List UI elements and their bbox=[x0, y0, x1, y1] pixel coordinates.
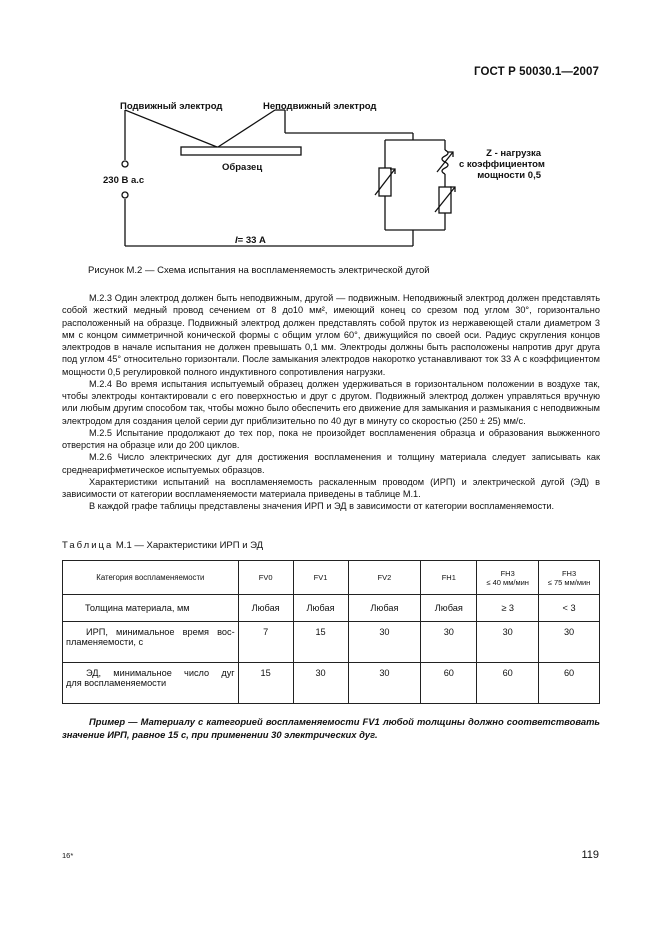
paragraph: В каждой графе таблицы представлены значения ИРП и ЭД в зависимости от категории воспламеняемости. bbox=[89, 501, 555, 512]
table-row bbox=[63, 595, 600, 622]
table-caption bbox=[62, 540, 263, 551]
table-cell: 30 bbox=[421, 622, 477, 663]
footer-sheet-mark: 16* bbox=[62, 851, 74, 860]
movable-electrode-label: Подвижный электрод bbox=[120, 101, 223, 112]
body-text bbox=[62, 292, 600, 513]
header-cell: FV0 bbox=[238, 561, 293, 595]
table-cell: 30 bbox=[539, 622, 600, 663]
row-label: ЭД, минимальное число дуг для воспламеняемости bbox=[63, 663, 239, 704]
paragraph: М.2.3 Один электрод должен быть неподвижным, другой — подвижным. Неподвижный электрод должен представлять собой жесткий медный провод сечением от 8 до10 мм², имеющий конец со срезом под углом 30°, горизонтально расположенный на образце. Подвижный электрод должен представлять собой пруток из нержавеющей стали диаметром 3 мм с концом симметричной конической формы с общим углом 60°, движущийся по своей оси. Радиус скругления концов электродов в начале испытания не должен превышать 0,1 мм. Электроды должны быть расположены напротив друг друга под углом 45° относительно горизонтали. После замыкания электродов накоротко устанавливают ток 33 А с коэффициентом мощности 0,5 регулировкой полного индуктивного сопротивления нагрузки. bbox=[62, 293, 600, 377]
header-cell: FH3 ≤ 40 мм/мин bbox=[477, 561, 539, 595]
row-label: Толщина материала, мм bbox=[63, 595, 239, 622]
movable-electrode bbox=[125, 110, 217, 147]
example-note: Пример — Материалу с категорией воспламеняемости FV1 любой толщины должно соответствовать значение ИРП, равное 15 с, при применении 30 электрических дуг. bbox=[62, 716, 600, 740]
table-cell: Любая bbox=[348, 595, 421, 622]
header-cell: FH1 bbox=[421, 561, 477, 595]
figure-caption: Рисунок М.2 — Схема испытания на воспламеняемость электрической дугой bbox=[88, 265, 430, 276]
table-cell: 15 bbox=[238, 663, 293, 704]
table-cell: Любая bbox=[293, 595, 348, 622]
table-header-row bbox=[63, 561, 600, 595]
table-cell: 60 bbox=[539, 663, 600, 704]
current-label bbox=[235, 235, 266, 246]
paragraph: М.2.5 Испытание продолжают до тех пор, пока не произойдет воспламенения образца и образования выжженного отверстия на образце или до 200 циклов. bbox=[62, 427, 600, 450]
fixed-electrode-label: Неподвижный электрод bbox=[263, 101, 377, 112]
table-cell: 7 bbox=[238, 622, 293, 663]
row-label: ИРП, минимальное время вос- пламеняемости, с bbox=[63, 622, 239, 663]
fixed-electrode bbox=[218, 110, 275, 147]
header-cell: FH3 ≤ 75 мм/мин bbox=[539, 561, 600, 595]
table-cell: 15 bbox=[293, 622, 348, 663]
table-cell: Любая bbox=[421, 595, 477, 622]
table-cell: Любая bbox=[238, 595, 293, 622]
table-cell: 60 bbox=[421, 663, 477, 704]
header-cell: FV2 bbox=[348, 561, 421, 595]
terminal-bottom bbox=[122, 192, 128, 198]
table-caption-word: Таблица bbox=[62, 540, 114, 551]
load-label-line2: с коэффициентом bbox=[459, 159, 545, 170]
document-code: ГОСТ Р 50030.1—2007 bbox=[474, 66, 599, 78]
table-cell: ≥ 3 bbox=[477, 595, 539, 622]
table-cell: < 3 bbox=[539, 595, 600, 622]
table-cell: 30 bbox=[348, 622, 421, 663]
table-cell: 30 bbox=[293, 663, 348, 704]
paragraph: М.2.6 Число электрических дуг для достижения воспламенения и толщину материала следует записывать как среднеарифметическое испытуемых образцов. bbox=[62, 452, 600, 475]
current-symbol: I bbox=[235, 235, 238, 246]
load-label-line3: мощности 0,5 bbox=[477, 170, 541, 181]
header-cell: FV1 bbox=[293, 561, 348, 595]
page-number: 119 bbox=[581, 849, 599, 861]
test-circuit-diagram bbox=[95, 92, 555, 262]
voltage-label: 230 В а.с bbox=[103, 175, 145, 186]
table-row bbox=[63, 622, 600, 663]
load-label-line1: Z - нагрузка bbox=[486, 148, 541, 159]
table-cell: 30 bbox=[348, 663, 421, 704]
table-cell: 30 bbox=[477, 622, 539, 663]
table-row bbox=[63, 663, 600, 704]
sample-plate bbox=[181, 147, 301, 155]
paragraph: Характеристики испытаний на воспламеняемость раскаленным проводом (ИРП) и электрической дугой (ЭД) в зависимости от категории воспламеняемости материала приведены в таблице М.1. bbox=[62, 476, 600, 499]
terminal-top bbox=[122, 161, 128, 167]
current-value: = 33 А bbox=[237, 235, 266, 246]
table-cell: 60 bbox=[477, 663, 539, 704]
header-category: Категория воспламеняемости bbox=[63, 561, 239, 595]
table-caption-text: М.1 — Характеристики ИРП и ЭД bbox=[113, 540, 264, 551]
flammability-table bbox=[62, 560, 600, 704]
paragraph: М.2.4 Во время испытания испытуемый образец должен удерживаться в горизонтальном положении в воздухе так, чтобы электроды контактировали с его поверхностью и друг с другом. Подвижный электрод должен управляться вручную или любым другим способом так, чтобы можно было обеспечить его движение для замыкания и размыкания с неподвижным электродом для создания целой серии дуг приблизительно по 40 дуг в минуту со скоростью (250 ± 25) мм/с. bbox=[62, 378, 600, 426]
sample-label: Образец bbox=[222, 162, 263, 173]
